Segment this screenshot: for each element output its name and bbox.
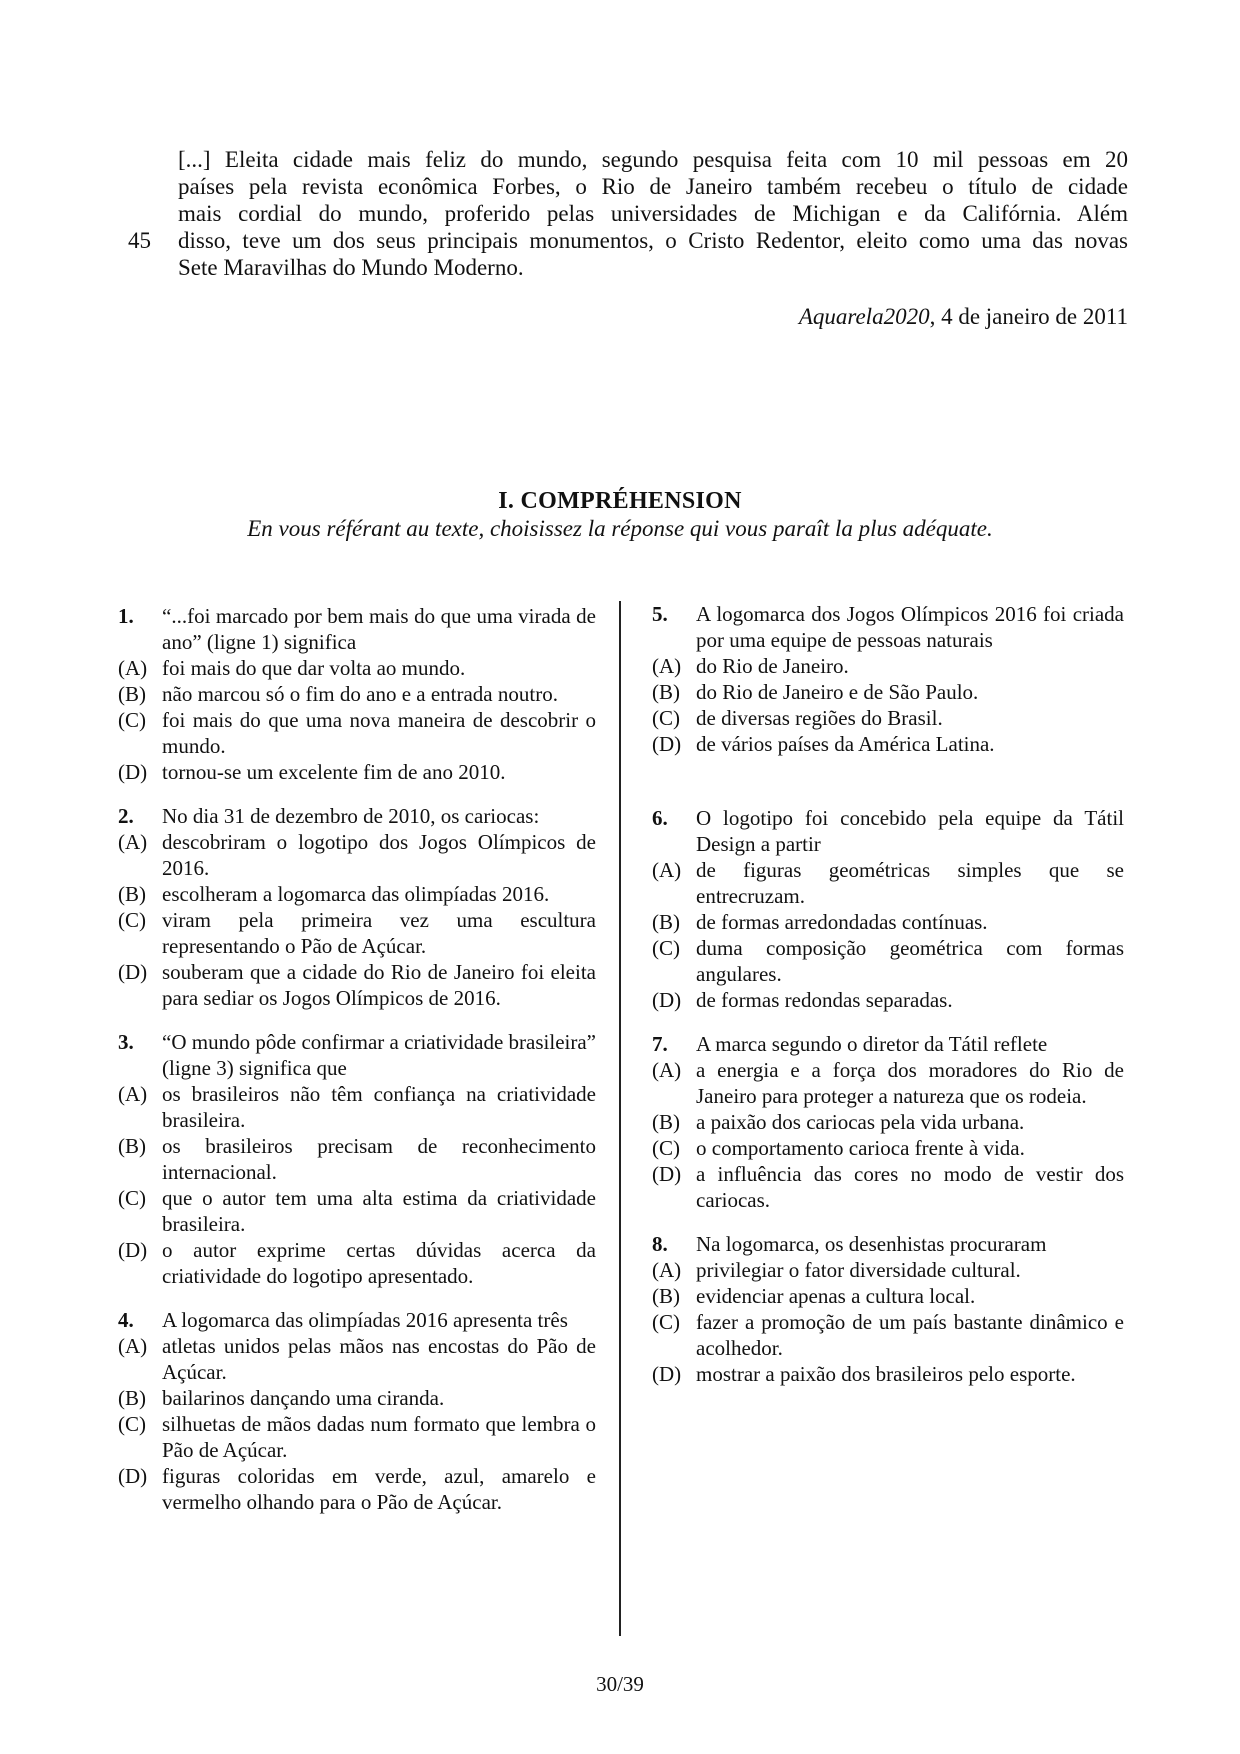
option-text: silhuetas de mãos dadas num formato que lembra o Pão de Açúcar. [162, 1412, 596, 1462]
option-label: (A) [118, 830, 148, 854]
answer-option[interactable] [652, 679, 1124, 705]
option-text: de vários países da América Latina. [696, 732, 995, 756]
question-number: 7. [652, 1032, 668, 1056]
question-stem [652, 601, 1124, 653]
page-number: 30/39 [596, 1672, 644, 1696]
question-stem [652, 805, 1124, 857]
passage-line: [...] Eleita cidade mais feliz do mundo, segundo pesquisa feita com 10 mil pessoas em 20 [178, 147, 1128, 172]
answer-option[interactable] [652, 935, 1124, 987]
option-label: (A) [118, 656, 148, 680]
question-2 [118, 803, 596, 1011]
question-3 [118, 1029, 596, 1289]
questions-left-column [118, 603, 596, 1533]
question-stem [652, 1031, 1124, 1057]
question-6 [652, 805, 1124, 1013]
option-text: evidenciar apenas a cultura local. [696, 1284, 976, 1308]
option-text: de formas arredondadas contínuas. [696, 910, 988, 934]
answer-option[interactable] [652, 857, 1124, 909]
option-text: privilegiar o fator diversidade cultural. [696, 1258, 1021, 1282]
question-stem [118, 803, 596, 829]
option-label: (D) [118, 1464, 148, 1488]
option-text: figuras coloridas em verde, azul, amarelo e vermelho olhando para o Pão de Açúcar. [162, 1464, 596, 1514]
option-text: viram pela primeira vez uma escultura representando o Pão de Açúcar. [162, 908, 596, 958]
option-label: (B) [118, 682, 146, 706]
option-text: fazer a promoção de um país bastante dinâmico e acolhedor. [696, 1310, 1124, 1360]
answer-option[interactable] [652, 1135, 1124, 1161]
question-number: 2. [118, 804, 134, 828]
question-number: 6. [652, 806, 668, 830]
option-label: (A) [652, 654, 682, 678]
answer-option[interactable] [118, 1185, 596, 1237]
option-label: (B) [118, 882, 146, 906]
question-number: 5. [652, 602, 668, 626]
question-stem-text: A marca segundo o diretor da Tátil reflete [696, 1032, 1048, 1056]
option-label: (D) [118, 960, 148, 984]
answer-option[interactable] [118, 1463, 596, 1515]
answer-option[interactable] [118, 759, 596, 785]
answer-option[interactable] [118, 1385, 596, 1411]
option-label: (C) [652, 706, 680, 730]
option-label: (C) [118, 708, 146, 732]
answer-option[interactable] [652, 1361, 1124, 1387]
passage-excerpt [178, 146, 1128, 281]
option-text: que o autor tem uma alta estima da criatividade brasileira. [162, 1186, 596, 1236]
option-text: tornou-se um excelente fim de ano 2010. [162, 760, 506, 784]
section-title: I. COMPRÉHENSION [498, 488, 742, 514]
question-4 [118, 1307, 596, 1515]
option-label: (A) [118, 1082, 148, 1106]
question-stem [118, 1307, 596, 1333]
option-text: a energia e a força dos moradores do Rio de Janeiro para proteger a natureza que os rodeia. [696, 1058, 1124, 1108]
passage-line: Sete Maravilhas do Mundo Moderno. [178, 255, 524, 280]
passage-line: mais cordial do mundo, proferido pelas universidades de Michigan e da Califórnia. Além [178, 201, 1128, 226]
question-number: 1. [118, 604, 134, 628]
section-instruction: En vous référant au texte, choisissez la réponse qui vous paraît la plus adéquate. [247, 516, 993, 541]
option-text: do Rio de Janeiro e de São Paulo. [696, 680, 979, 704]
question-number: 3. [118, 1030, 134, 1054]
option-text: duma composição geométrica com formas angulares. [696, 936, 1124, 986]
option-text: de diversas regiões do Brasil. [696, 706, 943, 730]
answer-option[interactable] [118, 1133, 596, 1185]
option-label: (C) [118, 1412, 146, 1436]
option-label: (D) [118, 1238, 148, 1262]
passage-line: disso, teve um dos seus principais monumentos, o Cristo Redentor, eleito como uma das novas [178, 228, 1128, 253]
option-text: a influência das cores no modo de vestir dos cariocas. [696, 1162, 1124, 1212]
option-label: (B) [652, 1110, 680, 1134]
answer-option[interactable] [118, 1333, 596, 1385]
option-label: (A) [652, 1258, 682, 1282]
source-name: Aquarela2020 [798, 304, 930, 329]
option-label: (C) [652, 936, 680, 960]
question-stem-text: “...foi marcado por bem mais do que uma virada de ano” (ligne 1) significa [162, 604, 596, 654]
answer-option[interactable] [118, 1081, 596, 1133]
option-label: (D) [652, 732, 682, 756]
questions-right-column [652, 601, 1124, 1405]
answer-option[interactable] [118, 681, 596, 707]
option-label: (C) [652, 1136, 680, 1160]
question-stem-text: “O mundo pôde confirmar a criatividade brasileira” (ligne 3) significa que [162, 1030, 596, 1080]
answer-option[interactable] [652, 1257, 1124, 1283]
option-text: não marcou só o fim do ano e a entrada noutro. [162, 682, 558, 706]
question-stem-text: O logotipo foi concebido pela equipe da Tátil Design a partir [696, 806, 1124, 856]
option-label: (B) [652, 1284, 680, 1308]
answer-option[interactable] [118, 1237, 596, 1289]
option-label: (D) [652, 1162, 682, 1186]
option-text: os brasileiros não têm confiança na criatividade brasileira. [162, 1082, 596, 1132]
question-5 [652, 601, 1124, 757]
option-text: foi mais do que uma nova maneira de descobrir o mundo. [162, 708, 596, 758]
answer-option[interactable] [118, 907, 596, 959]
option-text: de formas redondas separadas. [696, 988, 953, 1012]
question-8 [652, 1231, 1124, 1387]
option-label: (D) [652, 1362, 682, 1386]
option-text: do Rio de Janeiro. [696, 654, 849, 678]
answer-option[interactable] [652, 1109, 1124, 1135]
question-number: 4. [118, 1308, 134, 1332]
answer-option[interactable] [652, 1283, 1124, 1309]
option-label: (B) [118, 1386, 146, 1410]
question-stem [118, 1029, 596, 1081]
answer-option[interactable] [652, 1161, 1124, 1213]
answer-option[interactable] [652, 987, 1124, 1013]
option-text: atletas unidos pelas mãos nas encostas do Pão de Açúcar. [162, 1334, 596, 1384]
option-label: (A) [118, 1334, 148, 1358]
option-label: (C) [652, 1310, 680, 1334]
answer-option[interactable] [652, 909, 1124, 935]
question-stem-text: Na logomarca, os desenhistas procuraram [696, 1232, 1047, 1256]
source-date: , 4 de janeiro de 2011 [929, 304, 1128, 329]
answer-option[interactable] [652, 1309, 1124, 1361]
question-7 [652, 1031, 1124, 1213]
option-label: (A) [652, 1058, 682, 1082]
answer-option[interactable] [652, 731, 1124, 757]
option-label: (D) [118, 760, 148, 784]
question-1 [118, 603, 596, 785]
question-number: 8. [652, 1232, 668, 1256]
column-divider [619, 601, 621, 1636]
option-label: (D) [652, 988, 682, 1012]
option-text: de figuras geométricas simples que se entrecruzam. [696, 858, 1124, 908]
option-label: (B) [118, 1134, 146, 1158]
answer-option[interactable] [118, 1411, 596, 1463]
option-text: escolheram a logomarca das olimpíadas 2016. [162, 882, 550, 906]
source-citation [799, 303, 1128, 330]
option-label: (C) [118, 1186, 146, 1210]
answer-option[interactable] [118, 655, 596, 681]
option-text: bailarinos dançando uma ciranda. [162, 1386, 445, 1410]
answer-option[interactable] [652, 653, 1124, 679]
line-number: 45 [128, 228, 151, 253]
question-stem-text: A logomarca dos Jogos Olímpicos 2016 foi criada por uma equipe de pessoas naturais [696, 602, 1124, 652]
option-label: (B) [652, 910, 680, 934]
question-stem [652, 1231, 1124, 1257]
option-text: os brasileiros precisam de reconhecimento internacional. [162, 1134, 596, 1184]
option-text: o autor exprime certas dúvidas acerca da criatividade do logotipo apresentado. [162, 1238, 596, 1288]
option-label: (A) [652, 858, 682, 882]
option-text: foi mais do que dar volta ao mundo. [162, 656, 466, 680]
option-text: souberam que a cidade do Rio de Janeiro foi eleita para sediar os Jogos Olímpicos de 2016. [162, 960, 596, 1010]
answer-option[interactable] [118, 829, 596, 881]
option-text: mostrar a paixão dos brasileiros pelo esporte. [696, 1362, 1076, 1386]
question-stem-text: A logomarca das olimpíadas 2016 apresenta três [162, 1308, 568, 1332]
option-label: (C) [118, 908, 146, 932]
option-text: o comportamento carioca frente à vida. [696, 1136, 1025, 1160]
question-stem [118, 603, 596, 655]
answer-option[interactable] [652, 1057, 1124, 1109]
option-label: (B) [652, 680, 680, 704]
answer-option[interactable] [118, 959, 596, 1011]
option-text: descobriram o logotipo dos Jogos Olímpicos de 2016. [162, 830, 596, 880]
answer-option[interactable] [118, 707, 596, 759]
question-stem-text: No dia 31 de dezembro de 2010, os cariocas: [162, 804, 540, 828]
answer-option[interactable] [652, 705, 1124, 731]
answer-option[interactable] [118, 881, 596, 907]
option-text: a paixão dos cariocas pela vida urbana. [696, 1110, 1025, 1134]
passage-line: países pela revista econômica Forbes, o Rio de Janeiro também recebeu o título de cidade [178, 174, 1128, 199]
